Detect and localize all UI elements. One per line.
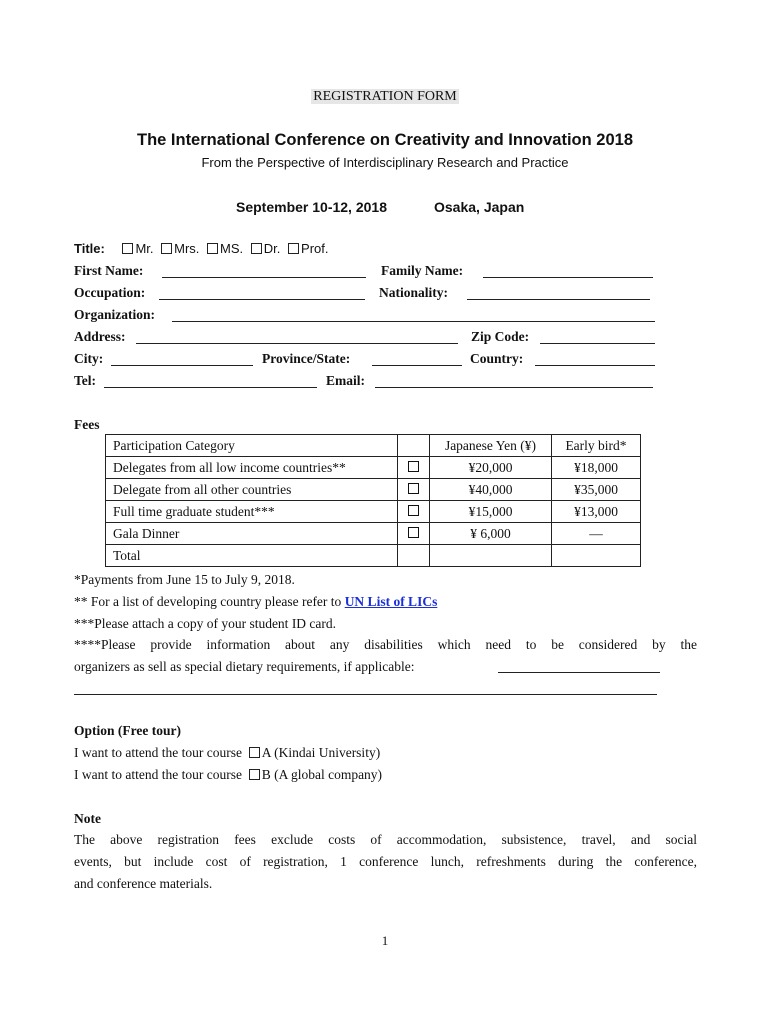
column-header: Early bird* <box>552 435 641 457</box>
conference-location: Osaka, Japan <box>434 199 525 215</box>
checkbox-icon[interactable] <box>408 505 419 516</box>
tour-option-a: I want to attend the tour course A (Kindai University) <box>74 745 381 760</box>
conference-title: The International Conference on Creativity and Innovation 2018 <box>136 131 633 149</box>
province-state-field[interactable] <box>372 365 462 366</box>
occupation-label: Occupation: <box>74 285 146 300</box>
column-header <box>398 435 430 457</box>
title-option-ms[interactable]: MS. <box>207 241 243 256</box>
note-line3: and conference materials. <box>74 876 213 891</box>
form-heading-text: REGISTRATION FORM <box>313 89 457 104</box>
developing-note-text: ** For a list of developing country please refer to <box>74 594 345 609</box>
province-state-label: Province/State: <box>262 351 351 366</box>
column-header: Japanese Yen (¥) <box>430 435 552 457</box>
requirements-field-continued[interactable] <box>74 694 657 695</box>
checkbox-icon[interactable] <box>251 243 262 254</box>
nationality-field[interactable] <box>467 299 650 300</box>
disability-note-line1: ****Please provide information about any disabilities which need to be considered by the <box>74 637 697 652</box>
organization-field[interactable] <box>172 321 655 322</box>
early-bird-cell: ¥35,000 <box>552 479 641 501</box>
fees-table <box>105 434 641 567</box>
note-line1: The above registration fees exclude costs of accommodation, subsistence, travel, and social <box>74 832 697 847</box>
title-option-mrs[interactable]: Mrs. <box>161 241 199 256</box>
requirements-field[interactable] <box>498 672 660 673</box>
family-name-label: Family Name: <box>381 263 464 278</box>
email-label: Email: <box>326 373 365 388</box>
checkbox-icon[interactable] <box>408 461 419 472</box>
category-cell: Full time graduate student*** <box>106 501 398 523</box>
address-field[interactable] <box>136 343 458 344</box>
early-bird-cell: — <box>552 523 641 545</box>
page-number: 1 <box>381 933 389 948</box>
early-bird-cell: ¥18,000 <box>552 457 641 479</box>
tel-label: Tel: <box>74 373 97 388</box>
conference-subtitle: From the Perspective of Interdisciplinary Research and Practice <box>201 155 569 170</box>
table-row <box>106 501 641 523</box>
title-option-prof[interactable]: Prof. <box>288 241 328 256</box>
note-line2: events, but include cost of registration, 1 conference lunch, refreshments during the conference, <box>74 854 697 869</box>
yen-cell: ¥20,000 <box>430 457 552 479</box>
select-cell[interactable] <box>398 501 430 523</box>
total-early-cell[interactable] <box>552 545 641 567</box>
option-heading: Option (Free tour) <box>74 723 181 738</box>
tour-b-label: B (A global company) <box>261 767 383 782</box>
yen-cell: ¥ 6,000 <box>430 523 552 545</box>
table-row <box>106 457 641 479</box>
zip-code-label: Zip Code: <box>471 329 530 344</box>
category-cell: Gala Dinner <box>106 523 398 545</box>
category-cell: Delegates from all low income countries** <box>106 457 398 479</box>
total-label-cell: Total <box>106 545 398 567</box>
table-total-row <box>106 545 641 567</box>
title-row <box>74 241 333 256</box>
form-heading <box>0 89 770 105</box>
city-field[interactable] <box>111 365 253 366</box>
disability-note-line2: organizers as sell as special dietary requirements, if applicable: <box>74 659 415 674</box>
family-name-field[interactable] <box>483 277 653 278</box>
title-option-dr[interactable]: Dr. <box>251 241 281 256</box>
yen-cell: ¥15,000 <box>430 501 552 523</box>
nationality-label: Nationality: <box>379 285 448 300</box>
tour-option-b: I want to attend the tour course B (A global company) <box>74 767 383 782</box>
checkbox-icon[interactable] <box>161 243 172 254</box>
early-bird-cell: ¥13,000 <box>552 501 641 523</box>
tour-a-label: A (Kindai University) <box>261 745 381 760</box>
column-header: Participation Category <box>106 435 398 457</box>
checkbox-icon[interactable] <box>288 243 299 254</box>
first-name-label: First Name: <box>74 263 144 278</box>
student-id-note: ***Please attach a copy of your student ID card. <box>74 616 337 631</box>
first-name-field[interactable] <box>162 277 366 278</box>
zip-code-field[interactable] <box>540 343 655 344</box>
table-row <box>106 479 641 501</box>
occupation-field[interactable] <box>159 299 365 300</box>
table-row <box>106 523 641 545</box>
checkbox-icon[interactable] <box>249 747 260 758</box>
country-label: Country: <box>470 351 524 366</box>
conference-dates: September 10-12, 2018 <box>236 199 387 215</box>
table-header-row <box>106 435 641 457</box>
fees-heading: Fees <box>74 417 100 432</box>
un-list-link[interactable]: UN List of LICs <box>344 594 438 609</box>
tel-field[interactable] <box>104 387 317 388</box>
select-cell[interactable] <box>398 479 430 501</box>
title-option-mr[interactable]: Mr. <box>122 241 153 256</box>
yen-cell: ¥40,000 <box>430 479 552 501</box>
total-empty-cell <box>398 545 430 567</box>
checkbox-icon[interactable] <box>207 243 218 254</box>
payments-note: *Payments from June 15 to July 9, 2018. <box>74 572 295 587</box>
email-field[interactable] <box>375 387 653 388</box>
note-heading: Note <box>74 811 101 826</box>
organization-label: Organization: <box>74 307 155 322</box>
city-label: City: <box>74 351 104 366</box>
select-cell[interactable] <box>398 523 430 545</box>
title-label: Title: <box>74 241 105 256</box>
total-yen-cell[interactable] <box>430 545 552 567</box>
country-field[interactable] <box>535 365 655 366</box>
checkbox-icon[interactable] <box>408 527 419 538</box>
checkbox-icon[interactable] <box>249 769 260 780</box>
select-cell[interactable] <box>398 457 430 479</box>
checkbox-icon[interactable] <box>122 243 133 254</box>
checkbox-icon[interactable] <box>408 483 419 494</box>
category-cell: Delegate from all other countries <box>106 479 398 501</box>
developing-country-note <box>74 594 437 610</box>
address-label: Address: <box>74 329 126 344</box>
